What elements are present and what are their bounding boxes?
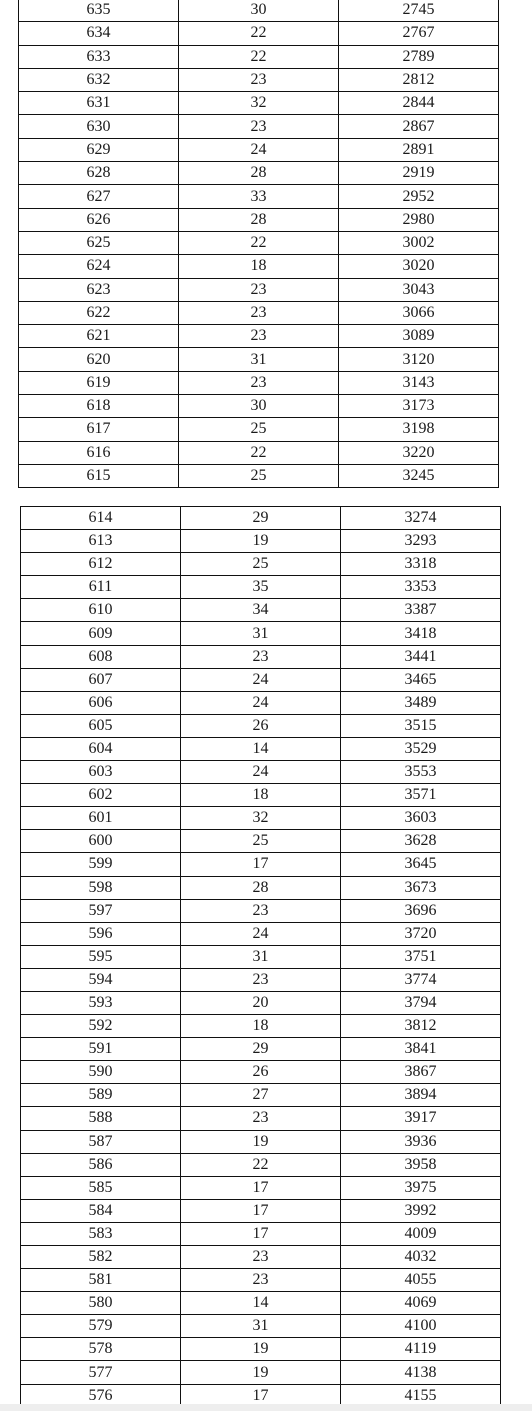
table-row <box>21 784 501 807</box>
table-row <box>21 1061 501 1084</box>
count-cell: 22 <box>179 45 339 68</box>
cumulative-cell: 3020 <box>339 255 499 278</box>
table-row <box>19 45 499 68</box>
cumulative-cell: 3673 <box>341 876 501 899</box>
count-cell: 23 <box>181 645 341 668</box>
score-cell: 605 <box>21 714 181 737</box>
count-cell: 23 <box>179 278 339 301</box>
cumulative-cell: 3958 <box>341 1153 501 1176</box>
count-cell: 25 <box>181 830 341 853</box>
table-row <box>21 1361 501 1384</box>
score-cell: 621 <box>19 325 179 348</box>
count-cell: 19 <box>181 1130 341 1153</box>
count-cell: 29 <box>181 1038 341 1061</box>
cumulative-cell: 2952 <box>339 185 499 208</box>
table-row <box>19 208 499 231</box>
score-cell: 584 <box>21 1199 181 1222</box>
score-cell: 606 <box>21 691 181 714</box>
cumulative-cell: 4100 <box>341 1315 501 1338</box>
cumulative-cell: 2867 <box>339 115 499 138</box>
score-cell: 607 <box>21 668 181 691</box>
count-cell: 31 <box>181 1315 341 1338</box>
cumulative-cell: 4155 <box>341 1384 501 1407</box>
count-cell: 17 <box>181 1384 341 1407</box>
score-cell: 578 <box>21 1338 181 1361</box>
count-cell: 23 <box>181 1269 341 1292</box>
table-row <box>21 1015 501 1038</box>
cumulative-cell: 3245 <box>339 464 499 487</box>
cumulative-cell: 3043 <box>339 278 499 301</box>
table-row <box>19 278 499 301</box>
table-row <box>21 1084 501 1107</box>
cumulative-cell: 3274 <box>341 507 501 530</box>
count-cell: 17 <box>181 1222 341 1245</box>
score-cell: 592 <box>21 1015 181 1038</box>
table-row <box>21 876 501 899</box>
count-cell: 27 <box>181 1084 341 1107</box>
count-cell: 28 <box>179 208 339 231</box>
table-row <box>21 1038 501 1061</box>
cumulative-cell: 3774 <box>341 968 501 991</box>
table-row <box>21 853 501 876</box>
count-cell: 32 <box>181 807 341 830</box>
cumulative-cell: 3489 <box>341 691 501 714</box>
count-cell: 17 <box>181 853 341 876</box>
table-row <box>21 691 501 714</box>
table-row <box>21 576 501 599</box>
table-row <box>19 92 499 115</box>
table-row <box>21 1176 501 1199</box>
score-cell: 599 <box>21 853 181 876</box>
score-cell: 596 <box>21 922 181 945</box>
score-cell: 609 <box>21 622 181 645</box>
table-row <box>21 991 501 1014</box>
count-cell: 24 <box>181 761 341 784</box>
cumulative-cell: 4119 <box>341 1338 501 1361</box>
table-row <box>19 301 499 324</box>
count-cell: 18 <box>181 784 341 807</box>
count-cell: 22 <box>179 22 339 45</box>
cumulative-cell: 4032 <box>341 1246 501 1269</box>
cumulative-cell: 3387 <box>341 599 501 622</box>
cumulative-cell: 3812 <box>341 1015 501 1038</box>
table-row <box>21 599 501 622</box>
cumulative-cell: 3515 <box>341 714 501 737</box>
count-cell: 32 <box>179 92 339 115</box>
score-cell: 600 <box>21 830 181 853</box>
count-cell: 19 <box>181 1361 341 1384</box>
count-cell: 19 <box>181 1338 341 1361</box>
cumulative-cell: 3603 <box>341 807 501 830</box>
count-cell: 25 <box>181 553 341 576</box>
cumulative-cell: 4138 <box>341 1361 501 1384</box>
count-cell: 23 <box>181 968 341 991</box>
score-cell: 619 <box>19 371 179 394</box>
score-cell: 602 <box>21 784 181 807</box>
cumulative-cell: 4009 <box>341 1222 501 1245</box>
count-cell: 23 <box>179 68 339 91</box>
score-cell: 585 <box>21 1176 181 1199</box>
table-row <box>21 1269 501 1292</box>
count-cell: 14 <box>181 1292 341 1315</box>
score-cell: 631 <box>19 92 179 115</box>
count-cell: 17 <box>181 1176 341 1199</box>
cumulative-cell: 3553 <box>341 761 501 784</box>
score-cell: 626 <box>19 208 179 231</box>
score-cell: 587 <box>21 1130 181 1153</box>
table-row <box>21 945 501 968</box>
table-row <box>21 553 501 576</box>
cumulative-cell: 3293 <box>341 530 501 553</box>
count-cell: 31 <box>179 348 339 371</box>
count-cell: 24 <box>179 138 339 161</box>
cumulative-cell: 3418 <box>341 622 501 645</box>
cumulative-cell: 2891 <box>339 138 499 161</box>
cumulative-cell: 3894 <box>341 1084 501 1107</box>
count-cell: 22 <box>179 231 339 254</box>
cumulative-cell: 2844 <box>339 92 499 115</box>
count-cell: 23 <box>181 1107 341 1130</box>
score-cell: 623 <box>19 278 179 301</box>
score-cell: 635 <box>19 0 179 22</box>
cumulative-cell: 3465 <box>341 668 501 691</box>
table-row <box>21 968 501 991</box>
cumulative-cell: 3066 <box>339 301 499 324</box>
cumulative-cell: 3143 <box>339 371 499 394</box>
table-row <box>19 325 499 348</box>
count-cell: 23 <box>179 325 339 348</box>
cumulative-cell: 3645 <box>341 853 501 876</box>
count-cell: 23 <box>179 115 339 138</box>
table-row <box>19 231 499 254</box>
cumulative-cell: 3696 <box>341 899 501 922</box>
table-row <box>21 1292 501 1315</box>
count-cell: 18 <box>181 1015 341 1038</box>
count-cell: 24 <box>181 691 341 714</box>
cumulative-cell: 3917 <box>341 1107 501 1130</box>
score-cell: 628 <box>19 162 179 185</box>
table-row <box>19 22 499 45</box>
cumulative-cell: 4055 <box>341 1269 501 1292</box>
score-cell: 603 <box>21 761 181 784</box>
count-cell: 23 <box>179 301 339 324</box>
table-row <box>21 807 501 830</box>
count-cell: 18 <box>179 255 339 278</box>
count-cell: 35 <box>181 576 341 599</box>
cumulative-cell: 2980 <box>339 208 499 231</box>
count-cell: 24 <box>181 922 341 945</box>
count-cell: 22 <box>179 441 339 464</box>
cumulative-cell: 3571 <box>341 784 501 807</box>
score-cell: 634 <box>19 22 179 45</box>
table-row <box>19 115 499 138</box>
score-cell: 597 <box>21 899 181 922</box>
table-row <box>19 162 499 185</box>
score-cell: 632 <box>19 68 179 91</box>
cumulative-cell: 3529 <box>341 737 501 760</box>
table-row <box>19 464 499 487</box>
table-row <box>21 668 501 691</box>
cumulative-cell: 3751 <box>341 945 501 968</box>
score-cell: 615 <box>19 464 179 487</box>
table-row <box>19 371 499 394</box>
cumulative-cell: 3975 <box>341 1176 501 1199</box>
table-row <box>19 138 499 161</box>
table-row <box>19 68 499 91</box>
score-cell: 594 <box>21 968 181 991</box>
table-row <box>21 714 501 737</box>
cumulative-cell: 3002 <box>339 231 499 254</box>
score-cell: 576 <box>21 1384 181 1407</box>
cumulative-cell: 4069 <box>341 1292 501 1315</box>
table-row <box>21 737 501 760</box>
score-cell: 627 <box>19 185 179 208</box>
score-cell: 622 <box>19 301 179 324</box>
count-cell: 26 <box>181 714 341 737</box>
count-cell: 17 <box>181 1199 341 1222</box>
table-row <box>21 530 501 553</box>
cumulative-cell: 3628 <box>341 830 501 853</box>
table-row <box>21 1107 501 1130</box>
table-row <box>19 348 499 371</box>
table-row <box>21 922 501 945</box>
table-row <box>19 185 499 208</box>
score-cell: 582 <box>21 1246 181 1269</box>
table-row <box>21 761 501 784</box>
count-cell: 14 <box>181 737 341 760</box>
score-cell: 624 <box>19 255 179 278</box>
count-cell: 34 <box>181 599 341 622</box>
count-cell: 31 <box>181 945 341 968</box>
score-cell: 595 <box>21 945 181 968</box>
score-table-bottom <box>20 506 501 1408</box>
score-cell: 593 <box>21 991 181 1014</box>
score-cell: 611 <box>21 576 181 599</box>
count-cell: 23 <box>179 371 339 394</box>
table-row <box>21 830 501 853</box>
cumulative-cell: 3720 <box>341 922 501 945</box>
table-row <box>21 1338 501 1361</box>
count-cell: 24 <box>181 668 341 691</box>
score-cell: 588 <box>21 1107 181 1130</box>
score-cell: 580 <box>21 1292 181 1315</box>
count-cell: 28 <box>181 876 341 899</box>
score-cell: 625 <box>19 231 179 254</box>
table-row <box>21 1153 501 1176</box>
page-bottom-edge <box>0 1404 532 1411</box>
cumulative-cell: 3318 <box>341 553 501 576</box>
score-cell: 610 <box>21 599 181 622</box>
cumulative-cell: 3198 <box>339 418 499 441</box>
score-table-top <box>18 0 499 488</box>
score-cell: 583 <box>21 1222 181 1245</box>
count-cell: 20 <box>181 991 341 1014</box>
cumulative-cell: 2789 <box>339 45 499 68</box>
score-cell: 581 <box>21 1269 181 1292</box>
score-cell: 618 <box>19 395 179 418</box>
score-cell: 620 <box>19 348 179 371</box>
count-cell: 29 <box>181 507 341 530</box>
count-cell: 25 <box>179 418 339 441</box>
cumulative-cell: 3441 <box>341 645 501 668</box>
count-cell: 31 <box>181 622 341 645</box>
score-cell: 614 <box>21 507 181 530</box>
table-row <box>21 645 501 668</box>
cumulative-cell: 3173 <box>339 395 499 418</box>
table-row <box>19 441 499 464</box>
score-cell: 612 <box>21 553 181 576</box>
count-cell: 26 <box>181 1061 341 1084</box>
cumulative-cell: 2767 <box>339 22 499 45</box>
table-row <box>19 0 499 22</box>
score-cell: 633 <box>19 45 179 68</box>
count-cell: 19 <box>181 530 341 553</box>
cumulative-cell: 2919 <box>339 162 499 185</box>
score-cell: 629 <box>19 138 179 161</box>
cumulative-cell: 3120 <box>339 348 499 371</box>
table-row <box>21 1222 501 1245</box>
cumulative-cell: 3841 <box>341 1038 501 1061</box>
score-cell: 590 <box>21 1061 181 1084</box>
table-row <box>21 1315 501 1338</box>
table-row <box>21 1199 501 1222</box>
cumulative-cell: 3936 <box>341 1130 501 1153</box>
score-cell: 613 <box>21 530 181 553</box>
cumulative-cell: 3794 <box>341 991 501 1014</box>
table-row <box>21 1130 501 1153</box>
table-row <box>21 622 501 645</box>
score-cell: 586 <box>21 1153 181 1176</box>
score-cell: 616 <box>19 441 179 464</box>
cumulative-cell: 3867 <box>341 1061 501 1084</box>
score-cell: 577 <box>21 1361 181 1384</box>
count-cell: 30 <box>179 395 339 418</box>
table-row <box>19 395 499 418</box>
count-cell: 28 <box>179 162 339 185</box>
score-cell: 604 <box>21 737 181 760</box>
table-row <box>19 418 499 441</box>
cumulative-cell: 2745 <box>339 0 499 22</box>
score-cell: 591 <box>21 1038 181 1061</box>
count-cell: 30 <box>179 0 339 22</box>
table-row <box>21 1246 501 1269</box>
score-cell: 579 <box>21 1315 181 1338</box>
score-cell: 617 <box>19 418 179 441</box>
cumulative-cell: 3220 <box>339 441 499 464</box>
score-cell: 601 <box>21 807 181 830</box>
cumulative-cell: 3992 <box>341 1199 501 1222</box>
table-row <box>19 255 499 278</box>
score-cell: 598 <box>21 876 181 899</box>
cumulative-cell: 3353 <box>341 576 501 599</box>
count-cell: 23 <box>181 1246 341 1269</box>
cumulative-cell: 3089 <box>339 325 499 348</box>
table-row <box>21 507 501 530</box>
cumulative-cell: 2812 <box>339 68 499 91</box>
count-cell: 25 <box>179 464 339 487</box>
count-cell: 22 <box>181 1153 341 1176</box>
table-row <box>21 899 501 922</box>
score-cell: 608 <box>21 645 181 668</box>
score-cell: 630 <box>19 115 179 138</box>
count-cell: 33 <box>179 185 339 208</box>
score-cell: 589 <box>21 1084 181 1107</box>
count-cell: 23 <box>181 899 341 922</box>
